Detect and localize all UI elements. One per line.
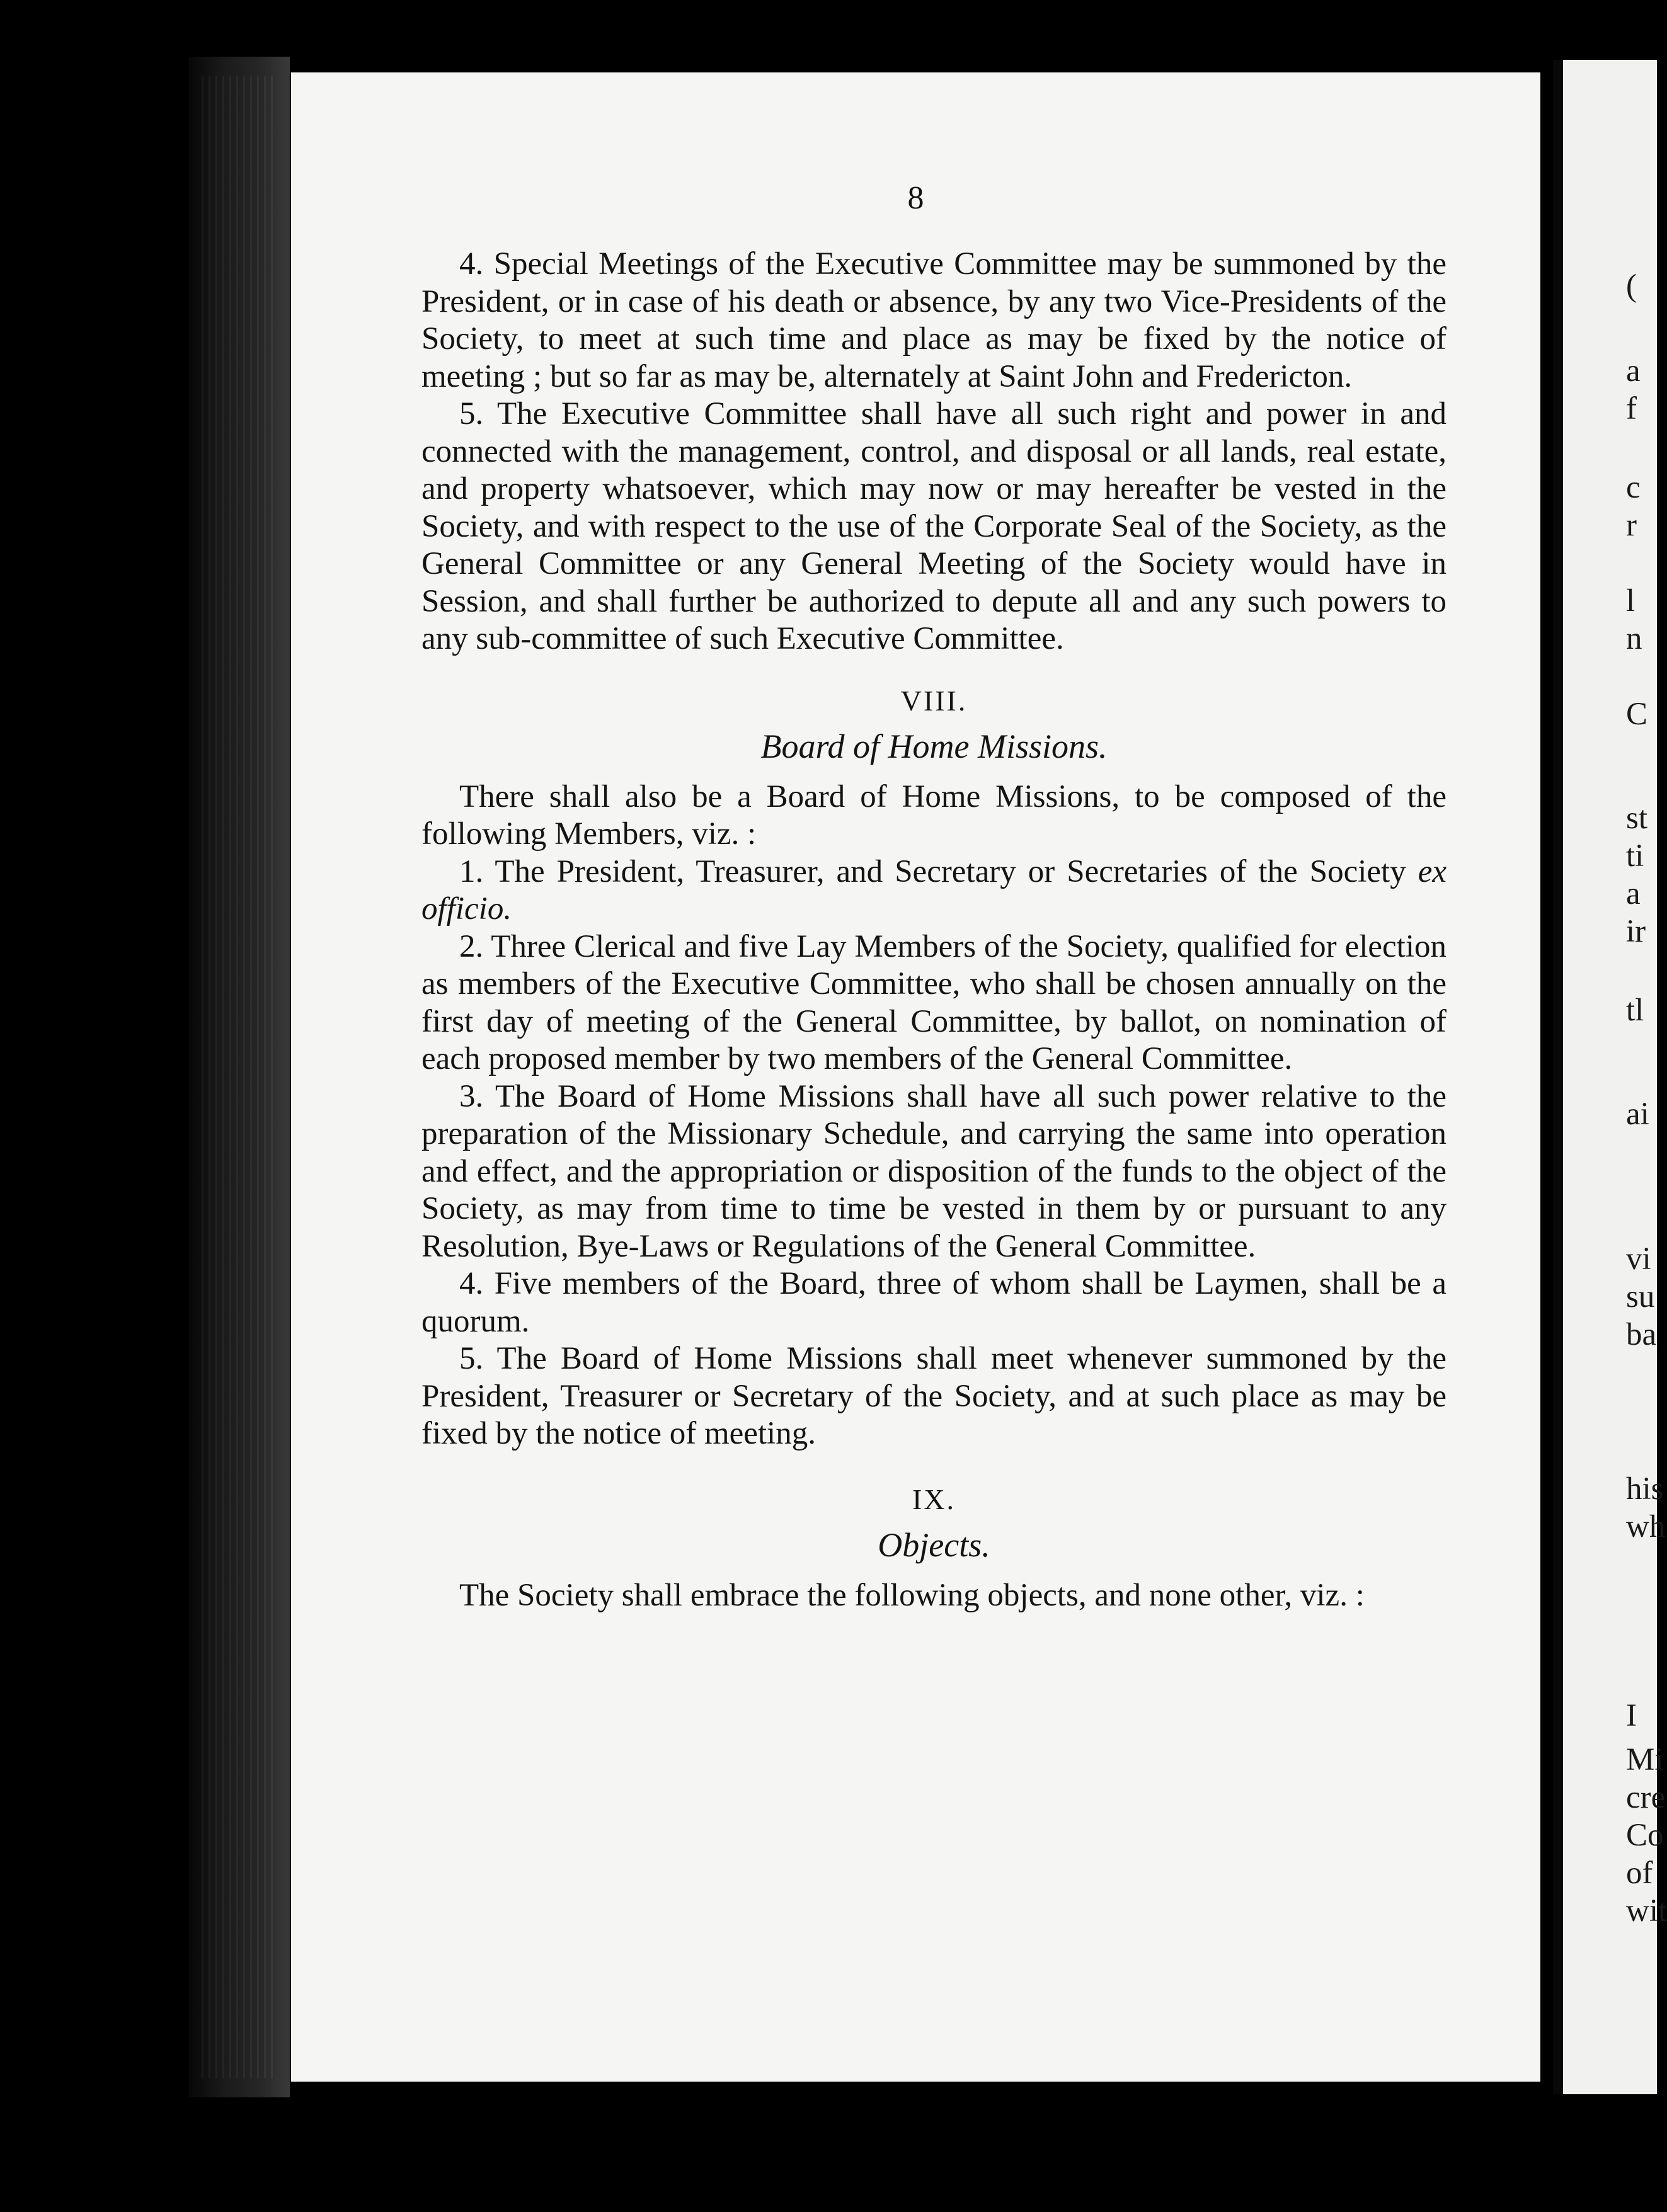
board-item-5: 5. The Board of Home Missions shall meet whenever summoned by the President, Treasurer or Secretary of the Society, and at such place as may be fixed by the notice of meeting. [421,1341,1446,1451]
facing-text-fragment: wh [1626,1509,1666,1544]
facing-text-fragment: n [1626,621,1642,656]
facing-page-edge [1553,60,1667,2094]
facing-text-fragment: r [1626,508,1637,543]
facing-text-fragment: ai [1626,1097,1649,1132]
facing-text-fragment: of [1626,1856,1653,1891]
facing-text-fragment: st [1626,801,1648,836]
facing-text-fragment: c [1626,470,1641,505]
page-number: 8 [907,180,924,216]
board-item-3: 3. The Board of Home Missions shall have all such power relative to the preparation of the Missionary Schedule, and carrying the same into operation and effect, and the appropriation or disposition of the funds to the object of the Society, as may from time to time be vested in them by or pursuant to any Resolution, Bye-Laws or Regulations of the General Committee. [421,1078,1446,1264]
section-ix-numeral: IX. [912,1483,956,1515]
facing-text-fragment: f [1626,391,1637,426]
board-intro: There shall also be a Board of Home Missions, to be composed of the following Members, viz. : [421,778,1446,852]
facing-text-fragment: l [1626,583,1635,619]
facing-text-fragment: ti [1626,838,1644,874]
facing-text-fragment: ( [1626,268,1637,304]
board-item-2: 2. Three Clerical and five Lay Members of the Society, qualified for election as members of the Executive Committee, who shall be chosen annually on the first day of meeting of the General Committee, by ballot, on nomination of each proposed member by two members of the General Committee. [421,928,1446,1076]
page-stack-edges [202,76,277,2078]
facing-text-fragment: wit [1626,1893,1667,1929]
paragraph-committee-powers: 5. The Executive Committee shall have all such right and power in and connected with the management, control, and disposal or all lands, real estate, and property whatsoever, which may now or may hereafter be vested in the Society, and with respect to the use of the Corporate Seal of the Society, as the General Committee or any General Meeting of the Society would have in Session, and shall further be authorized to depute all and any such powers to any sub-committee of such Executive Committee. [421,396,1446,656]
facing-text-fragment: su [1626,1279,1655,1314]
board-item-1-text: 1. The President, Treasurer, and Secretary or Secretaries of the Society [459,853,1418,889]
objects-intro: The Society shall embrace the following objects, and none other, viz. : [459,1577,1365,1613]
facing-text-fragment: I [1626,1698,1637,1733]
section-ix-title: Objects. [878,1526,990,1564]
facing-text-fragment: a [1626,353,1641,389]
ex-officio-text: ex officio. [421,853,1446,926]
section-viii-title: Board of Home Missions. [760,727,1108,765]
facing-text-fragment: Co [1626,1818,1664,1853]
page-body [421,246,1446,1614]
board-item-4: 4. Five members of the Board, three of whom shall be Laymen, shall be a quorum. [421,1266,1446,1339]
board-item-1 [421,853,1446,928]
section-viii-numeral: VIII. [900,684,968,717]
facing-text-fragment: a [1626,876,1641,911]
paragraph-special-meetings: 4. Special Meetings of the Executive Committee may be summoned by the President, or in case of his death or absence, by any two Vice-Presidents of the Society, to meet at such time and place as may be fixed by the notice of meeting ; but so far as may be, alternately at Saint John and Fredericton. [421,246,1446,394]
facing-text-fragment: Mi [1626,1742,1664,1777]
facing-text-fragment: ir [1626,914,1646,949]
facing-text-fragment: cre [1626,1780,1666,1815]
book-page [291,72,1540,2082]
facing-text-fragment: C [1626,697,1648,732]
facing-text-fragment: his [1626,1471,1664,1507]
facing-text-fragment: ba [1626,1317,1657,1352]
facing-text-fragment: vi [1626,1241,1651,1277]
facing-text-fragment: tl [1626,993,1644,1028]
